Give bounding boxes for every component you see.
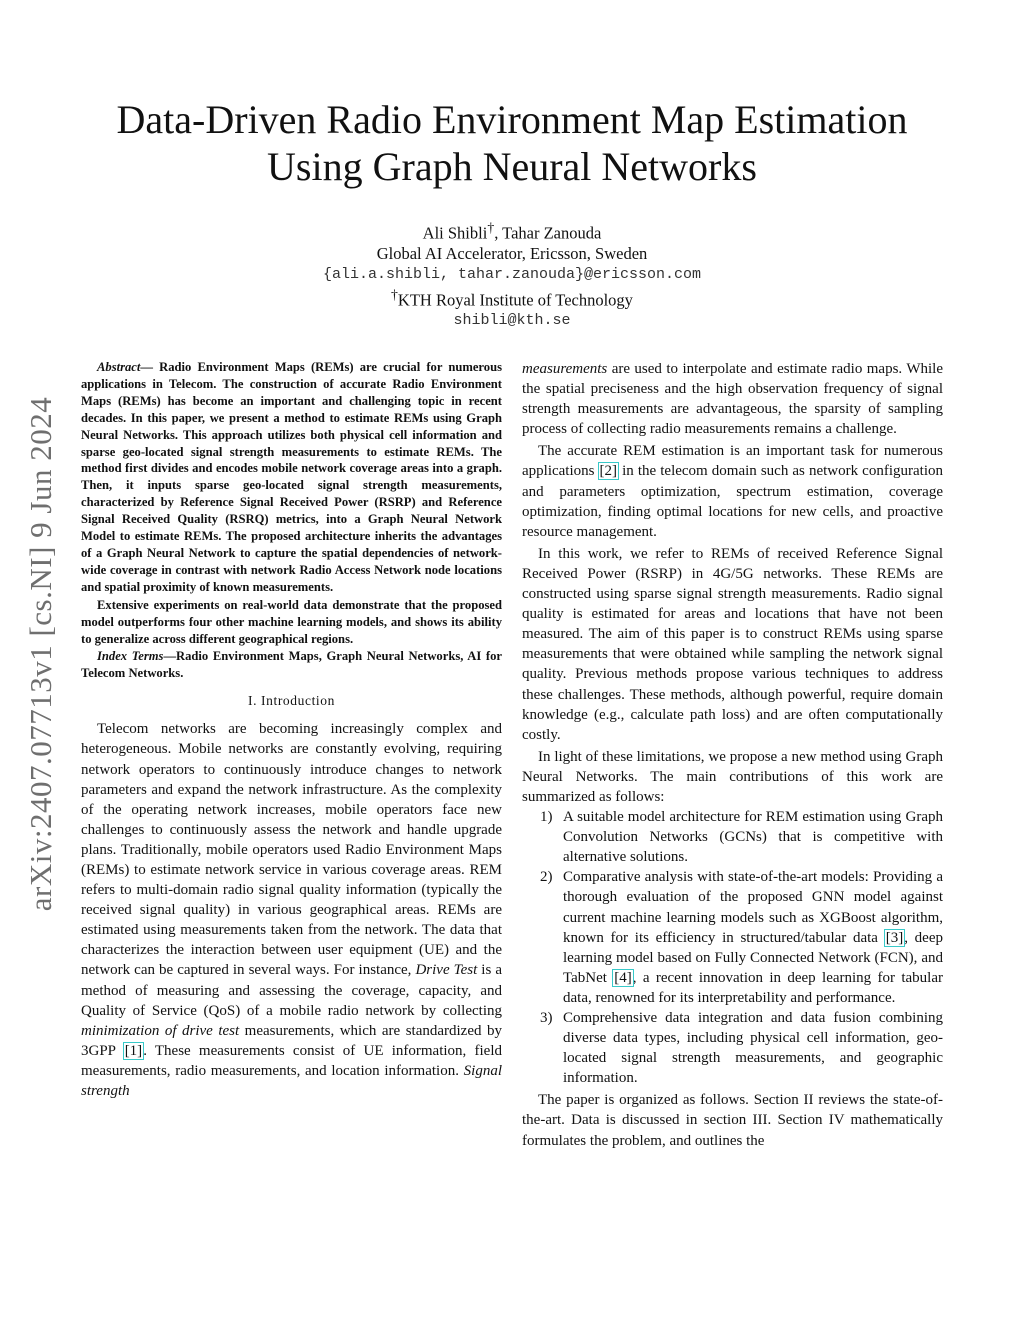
title-line-2: Using Graph Neural Networks bbox=[267, 144, 757, 189]
right-column bbox=[522, 359, 943, 1151]
contributions-list bbox=[522, 807, 943, 1088]
list-item-number: 1) bbox=[540, 809, 553, 826]
author-2: Tahar Zanouda bbox=[502, 223, 602, 243]
abstract-text: Radio Environment Maps (REMs) are crucial for numerous applications in Telecom. The construction of accurate Radio Environment Maps (REMs) has become an important and challenging topic in recent decades. In this paper, we present a method to estimate REMs using Graph Neural Networks. This approach utilizes both physical cell information and sparse geo-located signal strength measurements to estimate REMs. The method first divides and encodes mobile network coverage areas into a graph. Then, it inputs sparse geo-located signal strength measurements, characterized by Reference Signal Received Power (RSRP) and Reference Signal Received Quality (RSRQ) metrics, into a Graph Neural Network Model to estimate REMs. The proposed architecture inherits the advantages of a Graph Neural Network to capture the spatial dependencies of network-wide coverage in contrast with network Radio Access Network node locations and spatial proximity of known measurements. bbox=[81, 360, 502, 594]
section-heading-introduction: I. Introduction bbox=[248, 693, 335, 709]
intro-p1-text-c: measurements, which are standardized by 3GPP bbox=[81, 1022, 502, 1059]
intro-paragraph-1-continued bbox=[522, 359, 943, 439]
author-block bbox=[0, 218, 1024, 332]
affiliation-2: KTH Royal Institute of Technology bbox=[397, 290, 633, 310]
affiliation-2-line bbox=[0, 285, 1024, 311]
intro-p1-text-a: Telecom networks are becoming increasingly complex and heterogeneous. Mobile networks are constantly evolving, requiring network operators to continuously introduce changes to network parameters and expand the network infrastructure. As the complexity of the operating network increases, mobile operators face new challenges to continuously assess the network and handle upgrade plans. Traditionally, mobile operators used Radio Environment Maps (REMs) to estimate network service in various coverage areas. REM refers to multi-domain radio signal quality information (typically the received signal quality) in various geographical areas. REMs are estimated using measurements taken from the network. The data that characterizes the interaction between user equipment (UE) and the network can be captured in several ways. For instance, bbox=[81, 721, 502, 979]
index-terms-text: Radio Environment Maps, Graph Neural Networks, AI for Telecom Networks. bbox=[81, 649, 502, 681]
arxiv-sidebar-stamp bbox=[19, 378, 63, 930]
list-item-text-c: , a recent innovation in deep learning for tabular data, renowned for its interpretability and performance. bbox=[563, 969, 943, 1006]
intro-paragraph-5: The paper is organized as follows. Section II reviews the state-of-the-art. Data is discussed in section III. Section IV mathematically formulates the problem, and outlines the bbox=[522, 1092, 943, 1149]
intro-p1-emphasis-signal-strength: Signal strength bbox=[81, 1062, 502, 1099]
intro-p1-text-b: is a method of measuring and assessing the coverage, capacity, and Quality of Service (QoS) of a mobile radio network by collecting bbox=[81, 962, 502, 1019]
abstract-label: Abstract bbox=[97, 360, 141, 374]
citation-link-4[interactable]: [4] bbox=[614, 969, 632, 986]
list-item-text-b: , deep learning model based on Fully Connected Network (FCN), and TabNet bbox=[563, 929, 943, 986]
intro-p1-text-d: . These measurements consist of UE information, field measurements, radio measurements, and location information. bbox=[81, 1042, 503, 1079]
abstract-paragraph bbox=[81, 359, 502, 596]
abstract-dash: — bbox=[140, 360, 160, 374]
index-terms-label: Index Terms bbox=[97, 649, 164, 664]
paper-title bbox=[0, 96, 1024, 190]
title-line-1: Data-Driven Radio Environment Map Estimation bbox=[116, 97, 908, 142]
citation-link-1[interactable]: [1] bbox=[124, 1042, 143, 1059]
list-item-text: Comprehensive data integration and data fusion combining diverse data types, including physical cell information, geo-located signal strength measurements, and geographic information. bbox=[563, 1010, 943, 1087]
intro-p1-emphasis-drive-test: Drive Test bbox=[415, 962, 478, 979]
intro-p1-emphasis-mdt: minimization of drive test bbox=[81, 1022, 240, 1039]
list-item bbox=[522, 807, 943, 867]
index-terms bbox=[81, 648, 502, 682]
intro-p1-emphasis-measurements: measurements bbox=[522, 361, 608, 377]
intro-paragraph-2 bbox=[522, 441, 943, 541]
author-1-mark: † bbox=[487, 220, 495, 235]
intro-p2-text-b: in the telecom domain such as network configuration and parameters optimization, spectrum estimation, coverage optimization, finding optimal locations for new cells, and proactive resource management. bbox=[522, 463, 943, 540]
list-item bbox=[522, 867, 943, 1008]
arxiv-identifier: arXiv:2407.07713v1 [cs.NI] 9 Jun 2024 bbox=[23, 396, 59, 912]
intro-paragraph-4: In light of these limitations, we propose a new method using Graph Neural Networks. The main contributions of this work are summarized as follows: bbox=[522, 748, 943, 805]
affiliation-1: Global AI Accelerator, Ericsson, Sweden bbox=[376, 244, 648, 263]
affiliation-2-mark: † bbox=[391, 287, 398, 302]
intro-paragraph-3: In this work, we refer to REMs of received Reference Signal Received Power (RSRP) in 4G/5G networks. These REMs are constructed using sparse signal strength measurements. Radio signal quality is estimated for areas and locations that have not been measured. The aim of this paper is to construct REMs using sparse measurements that were obtained while sampling the network signal quality. Previous methods propose various techniques to address these challenges. These methods, although powerful, require domain knowledge (e.g., calculate path loss) and are often computationally costly. bbox=[522, 545, 943, 743]
author-1: Ali Shibli bbox=[422, 223, 488, 243]
list-item-number: 2) bbox=[540, 869, 553, 886]
author-separator: , bbox=[494, 223, 503, 243]
author-names bbox=[0, 218, 1024, 244]
index-terms-dash: — bbox=[163, 649, 177, 664]
list-item-number: 3) bbox=[540, 1010, 553, 1026]
list-item-text: A suitable model architecture for REM estimation using Graph Convolution Networks (GCNs) that is competitive with alternative solutions. bbox=[563, 809, 943, 866]
email-line-1: {ali.a.shibli, tahar.zanouda}@ericsson.com bbox=[322, 265, 702, 283]
citation-link-3[interactable]: [3] bbox=[885, 929, 904, 946]
intro-p2-text-a: The accurate REM estimation is an important task for numerous applications bbox=[522, 443, 943, 480]
citation-link-2[interactable]: [2] bbox=[599, 463, 618, 480]
abstract-paragraph-2: Extensive experiments on real-world data demonstrate that the proposed model outperforms four other machine learning models, and shows its ability to generalize across different geographical regions. bbox=[81, 597, 502, 646]
intro-paragraph-1 bbox=[81, 719, 502, 1101]
left-column bbox=[81, 359, 502, 1101]
email-line-2: shibli@kth.se bbox=[453, 312, 571, 329]
list-item bbox=[522, 1008, 943, 1088]
list-item-text-a: Comparative analysis with state-of-the-art models: Providing a thorough evaluation of the proposed GNN model against current machine learning models such as XGBoost algorithm, known for its efficiency in structured/tabular data bbox=[563, 869, 943, 946]
intro-p1-text-e: are used to interpolate and estimate radio maps. While the spatial preciseness and the high observation frequency of signal strength measurements are advantageous, the sparsity of sampling process of collecting radio measurements remains a challenge. bbox=[522, 361, 943, 438]
